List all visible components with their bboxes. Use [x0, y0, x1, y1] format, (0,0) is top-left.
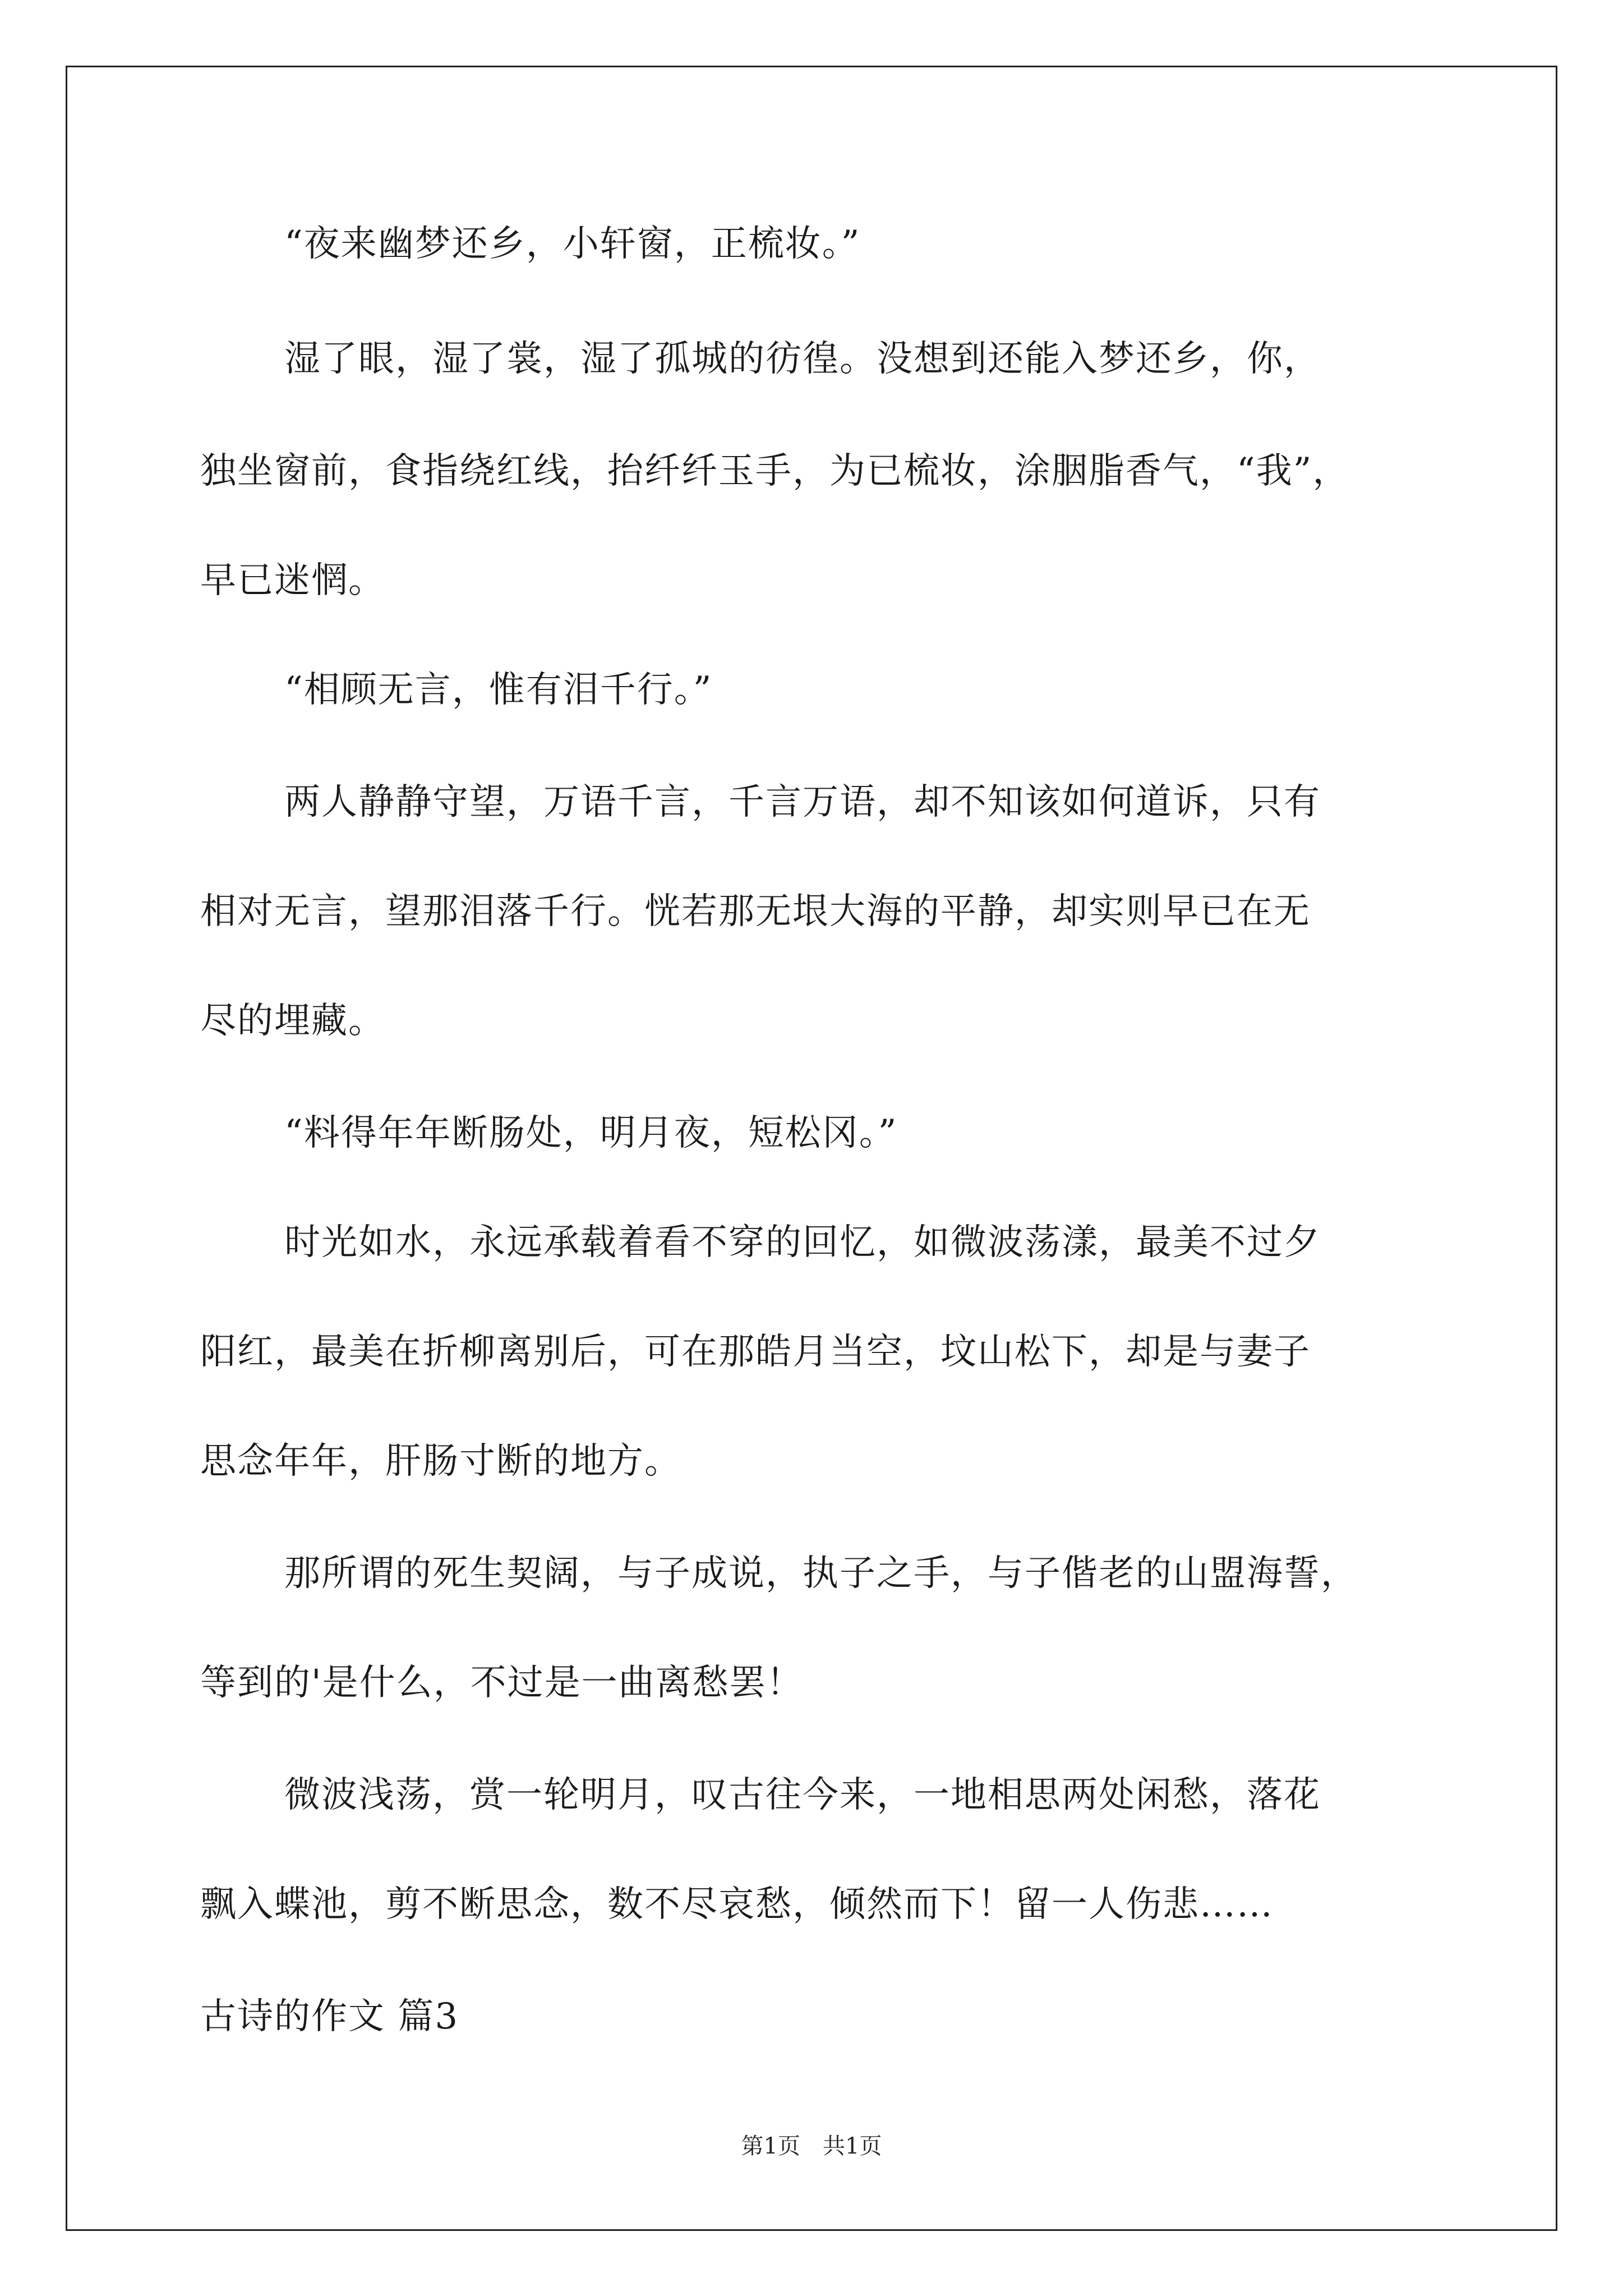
paragraph-line: 早已迷惘。: [200, 560, 385, 601]
paragraph-line: 独坐窗前，食指绕红线，抬纤纤玉手，为已梳妆，涂胭脂香气，“我”，: [200, 450, 1350, 492]
paragraph-line: 尽的埋藏。: [200, 1000, 385, 1042]
page-number: 第1页: [741, 2133, 800, 2159]
quote-line: “夜来幽梦还乡，小轩窗，正梳妆。”: [284, 223, 861, 265]
paragraph-line: 阳红，最美在折柳离别后，可在那皓月当空，坟山松下，却是与妻子: [200, 1331, 1311, 1373]
paragraph-line: 时光如水，永远承载着看不穿的回忆，如微波荡漾，最美不过夕: [284, 1222, 1321, 1263]
paragraph-line: 两人静静守望，万语千言，千言万语，却不知该如何道诉，只有: [284, 781, 1321, 823]
quote-line: “料得年年断肠处，明月夜，短松冈。”: [284, 1112, 898, 1154]
paragraph-line: 那所谓的死生契阔，与子成说，执子之手，与子偕老的山盟海誓，: [284, 1553, 1358, 1594]
page-footer: [0, 2132, 1623, 2161]
quote-line: “相顾无言，惟有泪千行。”: [284, 669, 713, 711]
page-total: 共1页: [823, 2133, 882, 2159]
paragraph-line: 思念年年，肝肠寸断的地方。: [200, 1441, 681, 1482]
paragraph-line: 相对无言，望那泪落千行。恍若那无垠大海的平静，却实则早已在无: [200, 891, 1311, 932]
paragraph-line: 湿了眼，湿了裳，湿了孤城的彷徨。没想到还能入梦还乡，你，: [284, 338, 1321, 380]
section-heading: 古诗的作文 篇3: [200, 1996, 459, 2037]
paragraph-line: 微波浅荡，赏一轮明月，叹古往今来，一地相思两处闲愁，落花: [284, 1774, 1321, 1816]
paragraph-line: 飘入蝶池，剪不断思念，数不尽哀愁，倾然而下！留一人伤悲……: [200, 1884, 1274, 1925]
paragraph-line: 等到的'是什么，不过是一曲离愁罢！: [200, 1662, 804, 1704]
